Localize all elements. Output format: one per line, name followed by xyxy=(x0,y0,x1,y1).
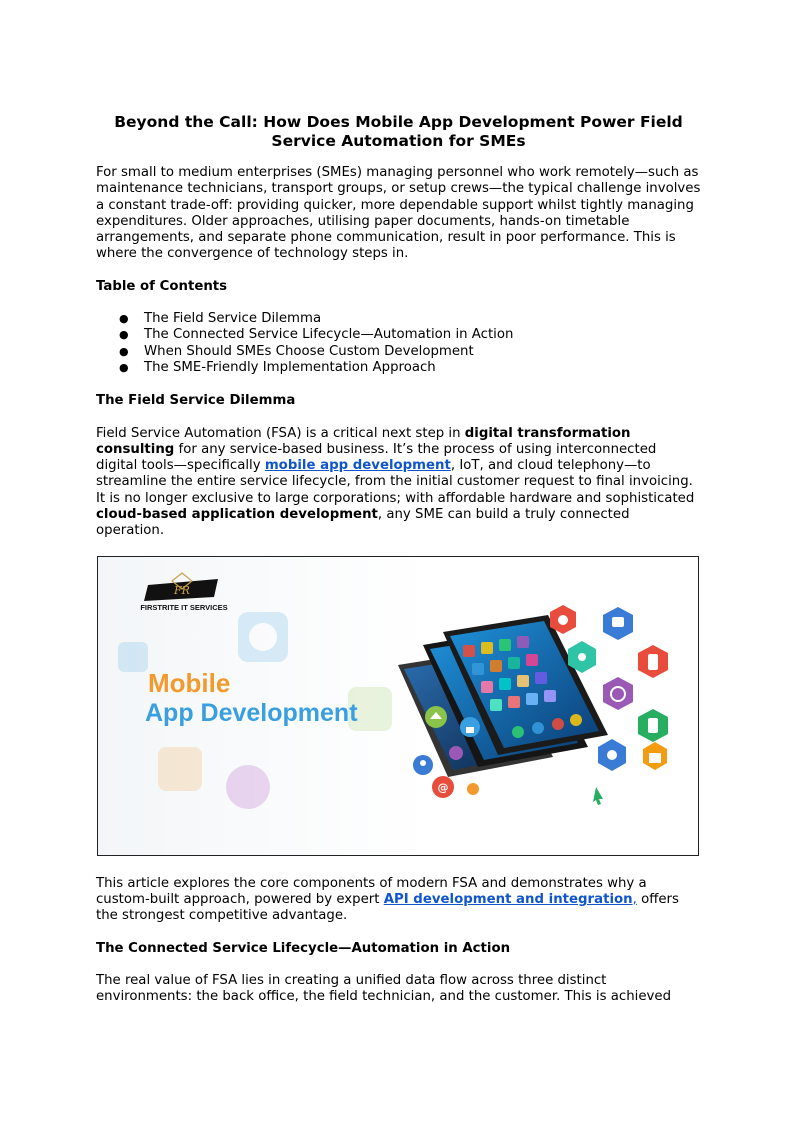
bullet-icon: ● xyxy=(119,328,129,342)
banner-headline-line2: App Development xyxy=(145,698,358,727)
api-development-link[interactable]: API development and integration xyxy=(383,891,633,907)
intro-paragraph: For small to medium enterprises (SMEs) managing personnel who work remotely—such as maintenance technicians, transport groups, or setup crews—the typical challenge involves a constant trade-off: providing quicker, more dependable support whilst tightly managing expenditures. Older approaches, utilising paper documents, hands-on timetable arrangements, and separate phone communication, result in poor performance. This is where the convergence of technology steps in. xyxy=(96,165,701,262)
logo-monogram: FR xyxy=(174,583,190,597)
section2-intro-paragraph: This article explores the core components of modern FSA and demonstrates why a custom-built approach, powered by expert API development and integration, offers the strongest competitive advantage. xyxy=(96,875,679,924)
rss-icon xyxy=(449,746,463,760)
bullet-icon: ● xyxy=(119,344,129,358)
toc-item[interactable]: ● The Field Service Dilemma xyxy=(119,311,322,327)
toc-item[interactable]: ● When Should SMEs Choose Custom Development xyxy=(119,343,474,359)
section2-paragraph: The real value of FSA lies in creating a unified data flow across three distinct environments: the back office, the field technician, and the customer. This is achieved xyxy=(96,972,672,1005)
section-heading-field-service-dilemma: The Field Service Dilemma xyxy=(96,393,296,409)
svg-text:@: @ xyxy=(437,780,449,794)
toc-heading: Table of Contents xyxy=(96,278,228,294)
toc-item[interactable]: ● The SME-Friendly Implementation Approach xyxy=(119,359,436,375)
banner-illustration xyxy=(98,557,698,855)
mobile-app-development-banner xyxy=(97,556,699,856)
bullet-icon: ● xyxy=(119,312,129,326)
section1-paragraph: Field Service Automation (FSA) is a critical next step in digital transformation consulting for any service-based business. It’s the process of using interconnected digital tools—specifically mobile app development, IoT, and cloud telephony—to streamline the entire service lifecycle, from the initial customer request to final invoicing. It is no longer exclusive to large corporations; with affordable hardware and sophisticated cloud-based application development, any SME can build a truly connected operation. xyxy=(96,425,695,539)
toc-item[interactable]: ● The Connected Service Lifecycle—Automation in Action xyxy=(119,327,514,343)
bold-phrase: cloud-based application development xyxy=(96,507,378,523)
banner-headline-line1: Mobile xyxy=(148,667,231,698)
section-heading-connected-lifecycle: The Connected Service Lifecycle—Automation in Action xyxy=(96,940,511,956)
article-title: Beyond the Call: How Does Mobile App Development Power Field Service Automation for SMEs xyxy=(114,113,683,150)
article-body xyxy=(96,113,701,1005)
table-of-contents xyxy=(96,311,701,376)
logo-caption: FIRSTRITE IT SERVICES xyxy=(140,602,228,612)
chat-icon xyxy=(467,783,479,795)
bullet-icon: ● xyxy=(119,360,129,374)
mobile-app-development-link[interactable]: mobile app development xyxy=(264,458,451,474)
bold-phrase: digital transformation consulting xyxy=(96,425,631,457)
